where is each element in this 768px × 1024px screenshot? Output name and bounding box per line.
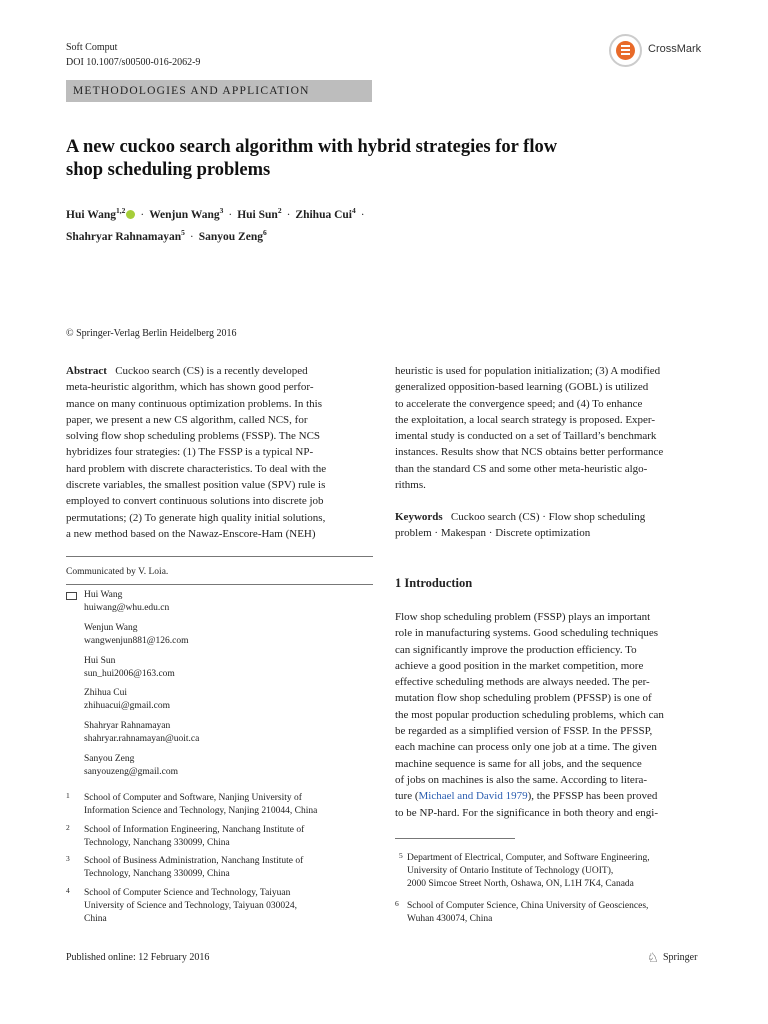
author-line-1 (66, 202, 626, 224)
separator: · (140, 208, 145, 221)
crossmark-label[interactable]: CrossMark (648, 43, 702, 55)
copyright: © Springer-Verlag Berlin Heidelberg 2016 (66, 328, 237, 339)
paper-title (66, 136, 646, 182)
affiliation-number: 6 (395, 899, 399, 908)
affiliation (84, 824, 374, 850)
keywords (395, 509, 703, 542)
author-sup: 2 (277, 206, 282, 215)
author-line-2 (66, 224, 626, 246)
affiliation-line: Department of Electrical, Computer, and Software Engineering, (407, 853, 650, 863)
abstract-line: generalized opposition-based learning (GOBL) is utilized (395, 381, 649, 394)
abstract-line: meta-heuristic algorithm, which has shown good perfor- (66, 381, 314, 394)
intro-text: ture ( (395, 790, 419, 803)
intro-line: mutation flow shop scheduling problem (PFSSP) is one of (395, 692, 652, 705)
affiliation-line: Technology, Nanchang 330099, China (84, 837, 230, 848)
affiliation (84, 887, 374, 925)
intro-line (395, 788, 703, 804)
abstract-line: a new method based on the Nawaz-Enscore-Ham (NEH) (66, 527, 316, 540)
abstract-left (66, 363, 373, 542)
contact-name: Hui Wang (84, 590, 123, 600)
doi[interactable]: DOI 10.1007/s00500-016-2062-9 (66, 57, 201, 68)
affiliation (407, 900, 707, 926)
intro-line: effective scheduling methods are always needed. The per- (395, 676, 650, 689)
crossmark-bar (621, 45, 630, 47)
divider (66, 584, 373, 585)
abstract-line: solving flow shop scheduling problems (FSSP). The NCS (66, 430, 321, 443)
divider (395, 838, 515, 839)
title-line: shop scheduling problems (66, 160, 271, 180)
abstract-line: paper, we present a new CS algorithm, called NCS, for (66, 413, 308, 426)
abstract-line: the exploitation, a local search strategy is proposed. Exper- (395, 413, 656, 426)
author-list (66, 202, 626, 246)
orcid-icon[interactable] (126, 210, 135, 219)
author-name[interactable]: Hui Sun (237, 208, 278, 221)
intro-line: Flow shop scheduling problem (FSSP) plays an important (395, 611, 651, 623)
abstract-line: hard problem with discrete characteristics. To deal with the (66, 462, 327, 475)
affiliation-number: 5 (399, 851, 403, 860)
affiliation-line: China (84, 913, 107, 924)
contact (84, 687, 199, 720)
intro-line: to be NP-hard. For the significance in both theory and engi- (395, 806, 659, 819)
contact-name: Hui Sun (84, 656, 116, 666)
affiliation (84, 855, 374, 881)
crossmark-bar (621, 49, 630, 51)
abstract-line: employed to convert continuous solutions into discrete job (66, 495, 324, 508)
affiliation-line: Information Science and Technology, Nanjing 210044, China (84, 805, 318, 816)
author-sup: 6 (262, 227, 267, 237)
abstract-line (66, 363, 373, 379)
abstract-line: discrete variables, the smallest position value (SPV) rule is (66, 479, 326, 492)
contact-name: Sanyou Zeng (84, 754, 135, 764)
affiliation-line: School of Business Administration, Nanchang Institute of (84, 856, 304, 866)
affiliation-line: Wuhan 430074, China (407, 913, 493, 924)
abstract-line: rithms. (395, 479, 426, 492)
author-sup: 4 (351, 206, 356, 215)
intro-line: each machine can process only one job at a time. The given (395, 741, 657, 754)
abstract-label: Abstract (66, 365, 107, 377)
intro-line: achieve a good position in the market competition, more (395, 659, 644, 672)
separator: · (360, 208, 365, 221)
author-name[interactable]: Zhihua Cui (295, 208, 352, 221)
contact (84, 589, 199, 622)
abstract-line: permutations; (2) To generate high quality initial solutions, (66, 511, 326, 524)
citation-link[interactable]: Michael and David 1979 (418, 790, 528, 803)
abstract-line: mance on many continuous optimization problems. In this (66, 397, 323, 410)
abstract-right (395, 363, 703, 493)
contact (84, 622, 199, 655)
affiliation-line: School of Computer and Software, Nanjing University of (84, 793, 302, 803)
section-label: METHODOLOGIES AND APPLICATION (66, 80, 372, 102)
publisher-name: Springer (663, 952, 698, 963)
contact-email[interactable]: shahryar.rahnamayan@uoit.ca (84, 733, 200, 744)
contact-email[interactable]: wangwenjun881@126.com (84, 635, 189, 646)
contact-list (84, 589, 199, 779)
contact-name: Zhihua Cui (84, 688, 128, 698)
author-name[interactable]: Shahryar Rahnamayan (66, 230, 182, 243)
author-sup: 3 (219, 206, 224, 215)
keywords-label: Keywords (395, 511, 443, 523)
affiliation-line: School of Computer Science, China University of Geosciences, (407, 901, 649, 911)
communicated-by: Communicated by V. Loia. (66, 567, 169, 577)
contact-name: Wenjun Wang (84, 623, 138, 633)
intro-line: of jobs on machines is also the same. According to litera- (395, 773, 648, 786)
abstract-line: imental study is conducted on a set of Taillard’s benchmark (395, 430, 657, 443)
affiliation-number: 2 (66, 823, 70, 832)
author-name[interactable]: Hui Wang (66, 208, 116, 221)
affiliation-line: 2000 Simcoe Street North, Oshawa, ON, L1H 7K4, Canada (407, 878, 634, 889)
affiliation-line: University of Science and Technology, Taiyuan 030024, (84, 900, 297, 911)
contact-name: Shahryar Rahnamayan (84, 721, 171, 731)
section-heading: 1 Introduction (395, 576, 473, 590)
intro-line: the most popular production scheduling problems, which can (395, 708, 664, 721)
abstract-line: than the standard CS and some other meta-heuristic algo- (395, 462, 648, 475)
author-sup: 5 (181, 227, 185, 237)
contact-email[interactable]: huiwang@whu.edu.cn (84, 602, 170, 613)
author-name[interactable]: Sanyou Zeng (198, 230, 263, 243)
abstract-line: to accelerate the convergence speed; and (4) To enhance (395, 397, 643, 410)
contact (84, 655, 199, 687)
affiliation-line: Technology, Nanchang 330099, China (84, 868, 230, 879)
affiliation-number: 3 (66, 854, 70, 863)
intro-line: machine sequence is same for all jobs, and the sequence (395, 757, 642, 770)
keywords-text: Cuckoo search (CS) · Flow shop scheduling (450, 511, 646, 523)
title-line: A new cuckoo search algorithm with hybrid strategies for flow (66, 137, 558, 157)
separator: · (228, 208, 233, 221)
affiliation (84, 792, 374, 818)
divider (66, 556, 373, 557)
springer-horse-icon: ♘ (647, 950, 659, 965)
intro-line: be regarded as a simplified version of FSSP. In the PFSSP, (395, 725, 653, 738)
contact-email[interactable]: sun_hui2006@163.com (84, 668, 175, 679)
abstract-text: Cuckoo search (CS) is a recently developed (115, 365, 308, 377)
abstract-line: heuristic is used for population initialization; (3) A modified (395, 365, 661, 377)
keywords-line: problem · Makespan · Discrete optimization (395, 527, 591, 540)
intro-body (395, 609, 703, 821)
intro-line: role in manufacturing systems. Good scheduling techniques (395, 627, 659, 640)
abstract-line: instances. Results show that NCS obtains better performance (395, 446, 664, 459)
envelope-icon (66, 592, 77, 600)
intro-line: can significantly improve the production efficiency. To (395, 643, 637, 656)
affiliation (407, 852, 707, 890)
abstract-line: hybridizes four strategies: (1) The FSSP is a typical NP- (66, 446, 314, 459)
intro-text: ), the PFSSP has been proved (527, 790, 658, 803)
author-name[interactable]: Wenjun Wang (149, 208, 220, 221)
separator: · (286, 208, 291, 221)
author-sup: 1,2 (115, 206, 126, 215)
keywords-line (395, 509, 703, 525)
affiliation-line: School of Computer Science and Technology, Taiyuan (84, 888, 291, 898)
affiliation-number: 1 (66, 791, 70, 800)
contact (84, 753, 199, 779)
contact (84, 720, 199, 753)
crossmark-bar (621, 53, 630, 55)
separator: · (189, 230, 194, 243)
journal-name: Soft Comput (66, 42, 118, 53)
affiliation-line: University of Ontario Institute of Technology (UOIT), (407, 865, 614, 876)
affiliation-line: School of Information Engineering, Nanchang Institute of (84, 825, 305, 835)
published-date: Published online: 12 February 2016 (66, 952, 210, 963)
contact-email[interactable]: zhihuacui@gmail.com (84, 700, 171, 711)
contact-email[interactable]: sanyouzeng@gmail.com (84, 766, 178, 777)
affiliation-number: 4 (66, 886, 70, 895)
